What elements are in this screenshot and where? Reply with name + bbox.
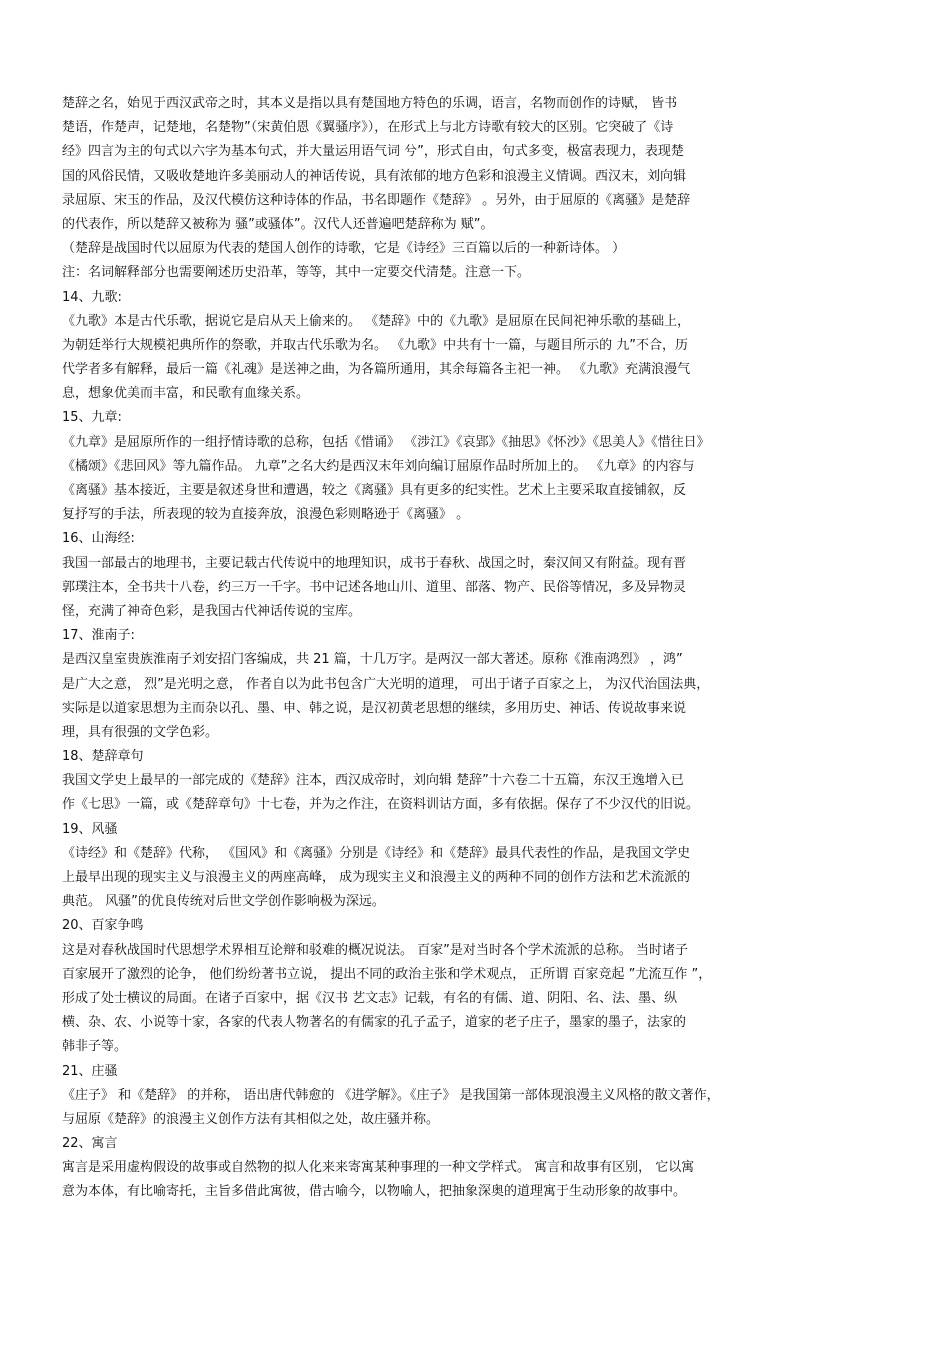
text-line: 《离骚》基本接近，主要是叙述身世和遭遇，较之《离骚》具有更多的纪实性。艺术上主要采取直接铺叙，反 [62,483,687,498]
section-heading: 17、淮南子: [62,628,135,644]
text-line: 国的风俗民情，又吸收楚地许多美丽动人的神话传说，具有浓郁的地方色彩和浪漫主义情调。西汉末，刘向辑 [62,168,687,184]
text-line: 复抒写的手法，所表现的较为直接奔放，浪漫色彩则略逊于《离骚》 。 [62,507,470,523]
section-heading: 15、九章: [62,410,122,426]
text-line: 《九章》是屈原所作的一组抒情诗歌的总称，包括《惜诵》 《涉江》《哀郢》《抽思》《怀沙》《思美人》《惜往日》 [62,434,710,450]
document-page [62,92,862,1205]
text-line: 实际是以道家思想为主而杂以孔、墨、申、韩之说，是汉初黄老思想的继续，多用历史、神话、传说故事来说 [62,700,687,716]
text-line: 怪，充满了神奇色彩，是我国古代神话传说的宝库。 [62,603,362,619]
section-heading: 16、山海经: [62,531,135,547]
text-line: 百家展开了激烈的论争， 他们纷纷著书立说， 提出不同的政治主张和学术观点， 正所谓 百家竞起 ”尤流互作 ”， [62,966,712,982]
section-heading: 18、楚辞章句 [62,749,144,765]
text-line: 我国文学史上最早的一部完成的《楚辞》注本，西汉成帝时，刘向辑 楚辞”十六卷二十五篇，东汉王逸增入已 [62,773,684,789]
text-line: 上最早出现的现实主义与浪漫主义的两座高峰， 成为现实主义和浪漫主义的两种不同的创作方法和艺术流派的 [62,870,691,885]
text-line: 《庄子》 和《楚辞》 的并称， 语出唐代韩愈的 《进学解》。《庄子》 是我国第一部体现浪漫主义风格的散文著作， [62,1087,720,1103]
text-line: 郭璞注本，全书共十八卷，约三万一千字。书中记述各地山川、道里、部落、物产、民俗等情况，多及异物灵 [62,579,687,595]
section-huainanzi [62,624,862,745]
text-line: 《九歌》本是古代乐歌，据说它是启从天上偷来的。 《楚辞》中的《九歌》是屈原在民间祀神乐歌的基础上， [62,313,691,329]
section-jiuzhang [62,406,862,527]
text-line: 经》四言为主的句式以六字为基本句式，并大量运用语气词 兮”，形式自由，句式多变，极富表现力，表现楚 [62,144,684,160]
text-line: 典范。 风骚”的优良传统对后世文学创作影响极为深远。 [62,894,385,910]
section-heading: 21、庄骚 [62,1063,118,1079]
text-line: 理，具有很强的文学色彩。 [62,724,219,740]
text-line: 为朝廷举行大规模祀典所作的祭歌，并取古代乐歌为名。 《九歌》中共有十一篇，与题目所示的 九”不合，历 [62,337,689,353]
text-line: 楚辞之名，始见于西汉武帝之时，其本义是指以具有楚国地方特色的乐调，语言，名物而创作的诗赋， 皆书 [62,96,678,111]
section-chuci-zhangju [62,745,862,818]
text-line: 意为本体，有比喻寄托，主旨多借此寓彼，借古喻今，以物喻人，把抽象深奥的道理寓于生动形象的故事中。 [62,1184,687,1200]
section-heading: 22、寓言 [62,1136,118,1152]
text-line: 韩非子等。 [62,1039,128,1055]
text-line: 代学者多有解释，最后一篇《礼魂》是送神之曲，为各篇所通用，其余每篇各主祀一神。 《九歌》充满浪漫气 [62,362,691,378]
section-shanhaijing [62,527,862,624]
text-line: 这是对春秋战国时代思想学术界相互论辩和驳难的概况说法。 百家”是对当时各个学术流派的总称。 当时诸子 [62,942,689,958]
text-line: 的代表作，所以楚辞又被称为 骚”或骚体”。汉代人还普遍吧楚辞称为 赋”。 [62,216,494,232]
text-line: 是西汉皇室贵族淮南子刘安招门客编成，共 21 篇，十几万字。是两汉一部大著述。原称《淮南鸿烈》 ，鸿” [62,652,683,668]
text-line: 是广大之意， 烈”是光明之意， 作者自以为此书包含广大光明的道理， 可出于诸子百家之上， 为汉代治国法典， [62,676,710,692]
text-line: 寓言是采用虚构假设的故事或自然物的拟人化来来寄寓某种事理的一种文学样式。 寓言和故事有区别， 它以寓 [62,1160,695,1176]
text-line: 横、杂、农、小说等十家，各家的代表人物著名的有儒家的孔子孟子，道家的老子庄子，墨家的墨子，法家的 [62,1015,687,1031]
text-line: 与屈原《楚辞》的浪漫主义创作方法有其相似之处，故庄骚并称。 [62,1111,440,1127]
intro-paragraph [62,92,862,286]
section-yuyan [62,1132,862,1205]
section-heading: 14、九歌: [62,289,122,305]
text-line: 楚语，作楚声，记楚地，名楚物”（宋黄伯恩《翼骚序》），在形式上与北方诗歌有较大的区别。它突破了《诗 [62,120,674,136]
text-line: 作《七思》一篇，或《楚辞章句》十七卷，并为之作注，在资料训诂方面，多有依据。保存了不少汉代的旧说。 [62,797,700,813]
section-baijia-zhengming [62,914,862,1059]
text-line: 《诗经》和《楚辞》代称， 《国风》和《离骚》分别是《诗经》和《楚辞》最具代表性的作品，是我国文学史 [62,845,691,861]
section-jiuge [62,286,862,407]
text-line: （楚辞是战国时代以屈原为代表的楚国人创作的诗歌，它是《诗经》三百篇以后的一种新诗体。 ） [62,241,626,257]
section-heading: 19、风骚 [62,821,118,837]
section-heading: 20、百家争鸣 [62,918,144,934]
text-line: 我国一部最古的地理书，主要记载古代传说中的地理知识，成书于春秋、战国之时，秦汉间又有附益。现有晋 [62,555,687,571]
text-line: 《橘颂》《悲回风》等九篇作品。 九章”之名大约是西汉末年刘向编订屈原作品时所加上的。 《九章》的内容与 [62,458,695,474]
text-line: 录屈原、宋玉的作品，及汉代模仿这种诗体的作品，书名即题作《楚辞》 。另外，由于屈原的《离骚》是楚辞 [62,192,691,208]
section-fengsao [62,818,862,915]
note-line: 注：名词解释部分也需要阐述历史沿革，等等，其中一定要交代清楚。注意一下。 [62,265,531,281]
text-line: 形成了处士横议的局面。在诸子百家中，据《汉书 艺文志》记载，有名的有儒、道、阴阳、名、法、墨、纵 [62,990,678,1006]
section-zhuangsao [62,1060,862,1133]
text-line: 息，想象优美而丰富，和民歌有血缘关系。 [62,386,310,402]
